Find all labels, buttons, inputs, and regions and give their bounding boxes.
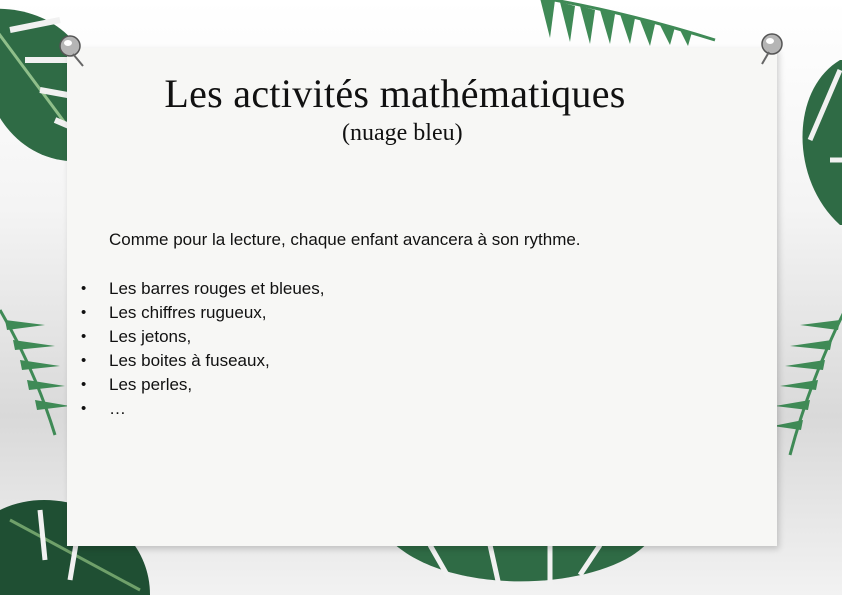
list-item: • Les jetons,: [80, 326, 324, 350]
list-item: • Les boites à fuseaux,: [80, 350, 324, 374]
intro-text: Comme pour la lecture, chaque enfant avancera à son rythme.: [109, 230, 581, 249]
push-pin-icon: [757, 32, 787, 66]
list-item: • Les perles,: [80, 374, 324, 398]
fern-leaf-icon: [770, 300, 842, 460]
monstera-leaf-icon: [790, 60, 842, 230]
monstera-leaf-icon: [390, 540, 650, 595]
activity-list: [80, 278, 324, 422]
list-item: • Les barres rouges et bleues,: [80, 278, 324, 302]
fern-leaf-icon: [520, 0, 720, 50]
push-pin-icon: [57, 34, 87, 68]
page-subtitle: (nuage bleu): [342, 120, 463, 146]
page-title: Les activités mathématiques: [164, 71, 626, 116]
list-item: • Les chiffres rugueux,: [80, 302, 324, 326]
list-item: • …: [80, 398, 324, 422]
fern-leaf-icon: [0, 300, 75, 440]
